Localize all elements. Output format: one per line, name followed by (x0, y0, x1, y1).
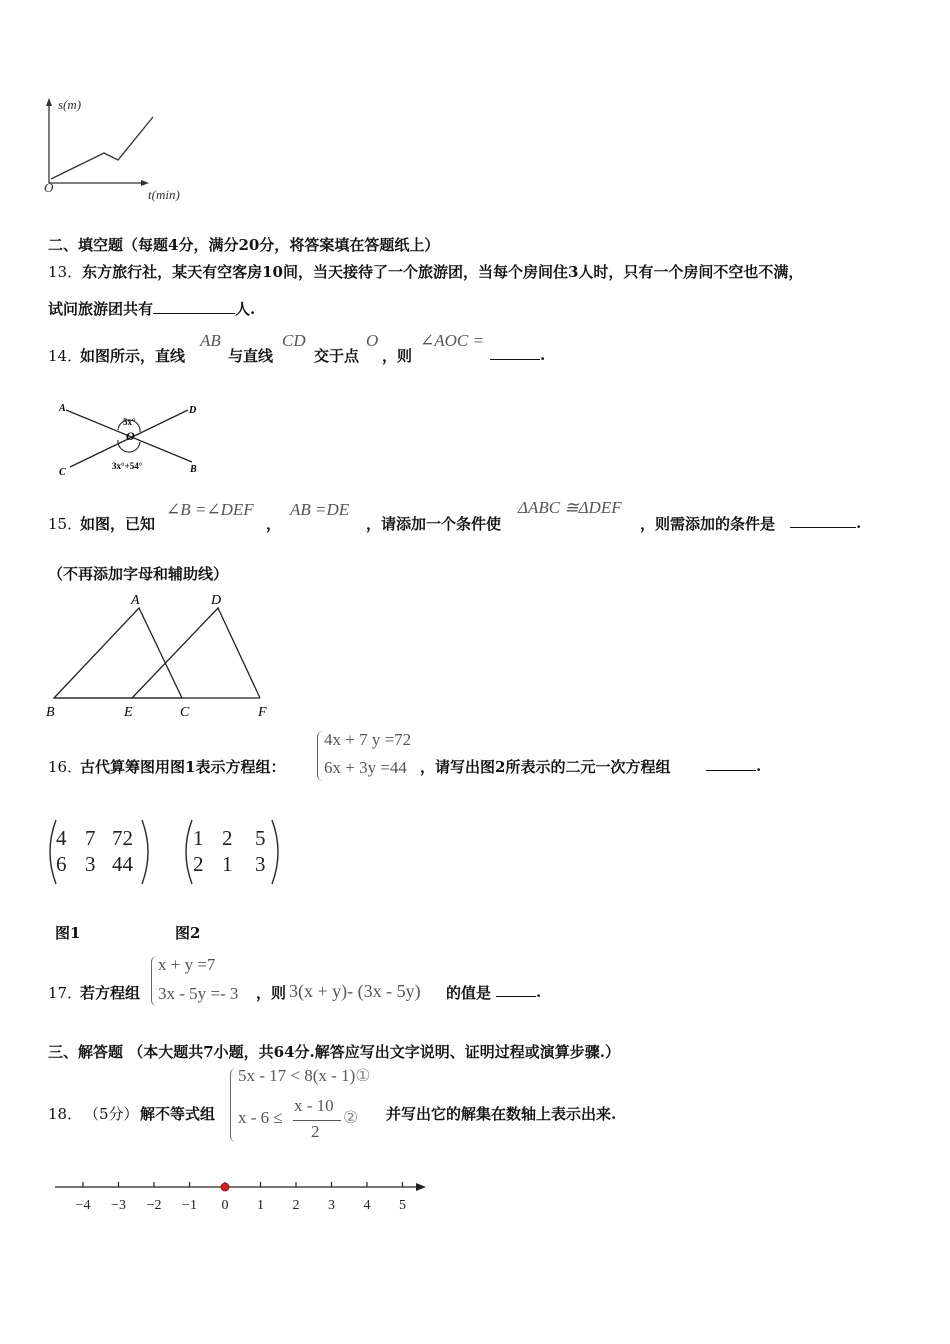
section3-heading: 三、解答题 （本大题共7小题，共64分.解答应写出文字说明、证明过程或演算步骤.） (48, 1043, 620, 1061)
section2-heading: 二、填空题（每题4分，满分20分，将答案填在答题纸上） (48, 236, 440, 254)
q15-text2: ， (266, 515, 282, 533)
q17-text1: 若方程组 (80, 984, 141, 1002)
q16-number: 16． (48, 758, 83, 776)
q14-label-c: C (59, 467, 66, 478)
graph-line (51, 117, 153, 179)
q14-end: . (540, 346, 546, 364)
q18-number: 18． (48, 1105, 83, 1123)
q18-score: （5分） (84, 1105, 139, 1123)
q17-text2: ，则 (256, 984, 287, 1002)
number-line (50, 1170, 440, 1220)
q13-text2: 试问旅游团共有 (48, 300, 154, 318)
q15-label-d: D (211, 593, 222, 608)
q13-line1 (48, 261, 803, 282)
number-line-tick-label: −2 (146, 1198, 162, 1213)
q15-label-b: B (46, 705, 55, 720)
q17-brace (151, 956, 158, 1006)
q14-text2: 与直线 (228, 347, 274, 365)
q15-math-sides: AB =DE (290, 500, 350, 519)
q16-answer-blank[interactable] (706, 756, 756, 771)
q13-text3: 人. (235, 300, 256, 318)
matrix-1-right-paren (142, 820, 148, 884)
q16-brace (317, 731, 324, 781)
q13-line2 (48, 298, 255, 319)
q17-text3: 的值是 (446, 984, 492, 1002)
matrix-2-right-paren (272, 820, 278, 884)
q15-label-e: E (124, 705, 133, 720)
y-axis-label: s(m) (58, 97, 82, 112)
q18-ineq2-left: x - 6 ≤ (238, 1108, 283, 1127)
matrix-2-left-paren (186, 820, 192, 884)
q14-number: 14． (48, 347, 83, 365)
x-axis-label: t(min) (148, 187, 180, 202)
number-line-tick-label: 5 (399, 1198, 406, 1213)
q14-text4: ，则 (382, 347, 413, 365)
q14-label-o: O (126, 429, 135, 443)
x-axis-arrow (141, 180, 149, 186)
number-line-tick-label: −1 (182, 1198, 197, 1213)
q15-answer (790, 513, 861, 532)
matrix-1-r2c3: 44 (112, 852, 133, 876)
q15-answer-blank[interactable] (790, 513, 856, 528)
matrix-1-r1c1: 4 (56, 826, 67, 850)
q16-text2: ，请写出图2所表示的二元一次方程组 (420, 758, 671, 776)
q15-note: （不再添加字母和辅助线） (48, 565, 229, 583)
q16-eq2: 6x + 3y =44 (324, 758, 407, 777)
q17-eq2: 3x - 5y =- 3 (158, 984, 239, 1003)
q17-expression: 3(x + y)- (3x - 5y) (289, 981, 421, 1001)
q13-answer-blank[interactable] (153, 299, 235, 314)
number-line-arrow (416, 1183, 426, 1191)
q14-answer (490, 345, 545, 364)
q18-frac-den: 2 (311, 1122, 320, 1141)
q17-answer (496, 982, 541, 1001)
q14-math-angle: ∠AOC = (420, 331, 484, 350)
q15-number: 15． (48, 515, 83, 533)
q18-text1: 解不等式组 (140, 1105, 216, 1123)
matrix-2-r1c2: 2 (222, 826, 233, 850)
q17-end: . (536, 983, 542, 1001)
y-axis-arrow (46, 98, 52, 106)
q15-figure (40, 590, 280, 725)
matrix-2-r2c1: 2 (193, 852, 204, 876)
number-line-tick-label: 2 (292, 1198, 300, 1213)
q18-mark1: ① (355, 1066, 371, 1085)
q16-end: . (756, 757, 762, 775)
number-line-tick-label: 4 (363, 1198, 371, 1213)
q17-number: 17． (48, 984, 83, 1002)
matrix-2-r1c3: 5 (255, 826, 266, 850)
q14-math-ab: AB (200, 331, 221, 350)
matrix-2-r2c2: 1 (222, 852, 233, 876)
q15-text3: ，请添加一个条件使 (366, 515, 502, 533)
q18-text2: 并写出它的解集在数轴上表示出来. (386, 1105, 617, 1123)
number-line-tick-label: −4 (75, 1198, 91, 1213)
q16-eq1: 4x + 7 y =72 (324, 730, 412, 749)
number-line-point (221, 1183, 229, 1191)
matrix-1-r1c2: 7 (85, 826, 96, 850)
q14-label-a: A (59, 403, 66, 414)
q16-text1: 古代算筹图用图1表示方程组： (80, 758, 286, 776)
matrix-1-r2c1: 6 (56, 852, 67, 876)
q17-answer-blank[interactable] (496, 982, 536, 997)
q13-number: 13． (48, 263, 83, 281)
matrix-1-caption: 图1 (55, 924, 81, 942)
origin-label: O (44, 180, 54, 195)
number-line-tick-label: −3 (111, 1198, 126, 1213)
q13-text1: 东方旅行社，某天有空客房10间，当天接待了一个旅游团，当每个房间住3人时，只有一个房间不空也不满， (82, 263, 804, 281)
q18-frac-bar (293, 1120, 341, 1121)
q14-angle-top-label: 5x° (123, 417, 136, 427)
q16-answer (706, 756, 761, 775)
triangle-def (132, 608, 260, 698)
q14-answer-blank[interactable] (490, 345, 540, 360)
q15-text4: ，则需添加的条件是 (640, 515, 776, 533)
number-line-tick-label: 1 (257, 1198, 264, 1213)
q15-label-a: A (131, 593, 140, 608)
q18-ineq1-row (238, 1066, 370, 1086)
q14-label-b: B (190, 464, 197, 475)
matrix-1-r1c3: 72 (112, 826, 133, 850)
q15-label-f: F (258, 705, 267, 720)
q18-mark2: ② (343, 1108, 359, 1127)
distance-time-graph (40, 95, 200, 205)
q15-math-congruent: ΔABC ≅ΔDEF (518, 498, 622, 517)
matrix-2-caption: 图2 (175, 924, 201, 942)
triangle-abc (54, 608, 182, 698)
q14-angle-bottom-label: 3x°+54° (112, 461, 143, 471)
q15-text1: 如图，已知 (80, 515, 156, 533)
matrix-2-r2c3: 3 (255, 852, 266, 876)
q18-brace (230, 1068, 237, 1142)
q15-end: . (856, 514, 862, 532)
q14-label-d: D (189, 405, 197, 416)
q15-math-angle: ∠B =∠DEF (166, 500, 254, 519)
q14-text1: 如图所示，直线 (80, 347, 186, 365)
q18-ineq1: 5x - 17 < 8(x - 1) (238, 1066, 356, 1085)
q14-figure (56, 400, 216, 480)
matrix-1-r2c2: 3 (85, 852, 96, 876)
q15-label-c: C (180, 705, 190, 720)
q18-frac-num: x - 10 (294, 1096, 334, 1115)
number-line-tick-label: 0 (221, 1198, 229, 1213)
q14-math-cd: CD (282, 331, 306, 350)
q14-text3: 交于点 (314, 347, 360, 365)
q14-math-o: O (366, 331, 379, 350)
matrix-2-r1c1: 1 (193, 826, 204, 850)
number-line-tick-label: 3 (328, 1198, 335, 1213)
q17-eq1: x + y =7 (158, 955, 216, 974)
